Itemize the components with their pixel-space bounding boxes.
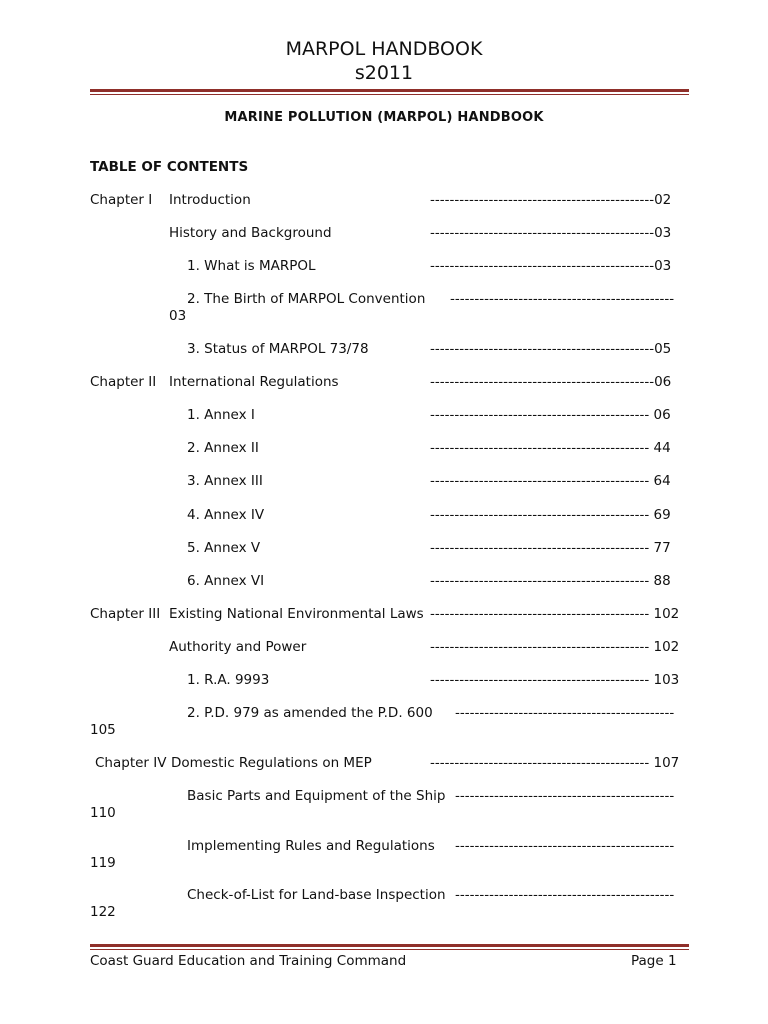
header-title-line1: MARPOL HANDBOOK: [285, 38, 483, 60]
toc-entry-title: 5. Annex V: [187, 540, 261, 556]
toc-entry-title: Introduction: [169, 192, 251, 208]
toc-entry-leader: ---------------------------------------------: [455, 705, 675, 721]
toc-entry-leader: --------------------------------------------- 88: [430, 573, 671, 589]
header-rule: [90, 89, 689, 95]
toc-entry-leader: --------------------------------------------- 44: [430, 440, 671, 456]
toc-entry-leader: ----------------------------------------------05: [430, 341, 672, 357]
chapter-label: Chapter IV: [95, 755, 167, 771]
toc-entry-title: 1. R.A. 9993: [187, 672, 270, 688]
toc-entry-leader: --------------------------------------------- 64: [430, 473, 671, 489]
toc-entry-leader: --------------------------------------------- 102: [430, 606, 680, 622]
toc-entry-leader: ----------------------------------------------03: [430, 258, 672, 274]
toc-entry-title: 1. Annex I: [187, 407, 255, 423]
toc-entry-page: 03: [169, 308, 187, 324]
toc-entry-title: 3. Status of MARPOL 73/78: [187, 341, 369, 357]
toc-entry-title: Authority and Power: [169, 639, 307, 655]
toc-entry-page: 122: [90, 904, 116, 920]
toc-entry-leader: ---------------------------------------------: [455, 838, 675, 854]
header-title-line2: s2011: [354, 62, 414, 84]
toc-entry-leader: --------------------------------------------- 107: [430, 755, 680, 771]
toc-entry-title: 3. Annex III: [187, 473, 263, 489]
toc-entry-title: 2. P.D. 979 as amended the P.D. 600: [187, 705, 433, 721]
toc-entry-title: Domestic Regulations on MEP: [171, 755, 372, 771]
toc-entry-title: Implementing Rules and Regulations: [187, 838, 435, 854]
toc-entry-page: 110: [90, 805, 116, 821]
toc-entry-leader: --------------------------------------------- 69: [430, 507, 671, 523]
toc-entry-leader: ---------------------------------------------: [455, 788, 675, 804]
footer-page-number: Page 1: [631, 953, 677, 969]
toc-entry-leader: ----------------------------------------------06: [430, 374, 672, 390]
toc-entry-leader: ---------------------------------------------: [455, 887, 675, 903]
footer-organization: Coast Guard Education and Training Command: [90, 953, 407, 969]
document-title: MARINE POLLUTION (MARPOL) HANDBOOK: [224, 110, 544, 125]
toc-entry-title: 6. Annex VI: [187, 573, 265, 589]
chapter-label: Chapter I: [90, 192, 153, 208]
toc-entry-title: 4. Annex IV: [187, 507, 265, 523]
toc-entry-title: Check-of-List for Land-base Inspection: [187, 887, 446, 903]
toc-entry-title: International Regulations: [169, 374, 339, 390]
toc-entry-leader: --------------------------------------------- 103: [430, 672, 680, 688]
toc-entry-title: 1. What is MARPOL: [187, 258, 316, 274]
chapter-label: Chapter II: [90, 374, 157, 390]
toc-entry-title: 2. The Birth of MARPOL Convention: [187, 291, 426, 307]
toc-entry-leader: ----------------------------------------------03: [430, 225, 672, 241]
toc-entry-title: 2. Annex II: [187, 440, 259, 456]
footer-rule: [90, 944, 689, 950]
toc-entry-leader: ----------------------------------------------02: [430, 192, 672, 208]
toc-heading: TABLE OF CONTENTS: [90, 159, 249, 175]
toc-entry-leader: --------------------------------------------- 06: [430, 407, 671, 423]
toc-entry-leader: ----------------------------------------------: [450, 291, 675, 307]
chapter-label: Chapter III: [90, 606, 161, 622]
toc-entry-title: History and Background: [169, 225, 332, 241]
toc-entry-leader: --------------------------------------------- 77: [430, 540, 671, 556]
toc-entry-leader: --------------------------------------------- 102: [430, 639, 680, 655]
toc-entry-title: Existing National Environmental Laws: [169, 606, 424, 622]
toc-entry-page: 119: [90, 855, 116, 871]
toc-entry-title: Basic Parts and Equipment of the Ship: [187, 788, 446, 804]
toc-entry-page: 105: [90, 722, 116, 738]
